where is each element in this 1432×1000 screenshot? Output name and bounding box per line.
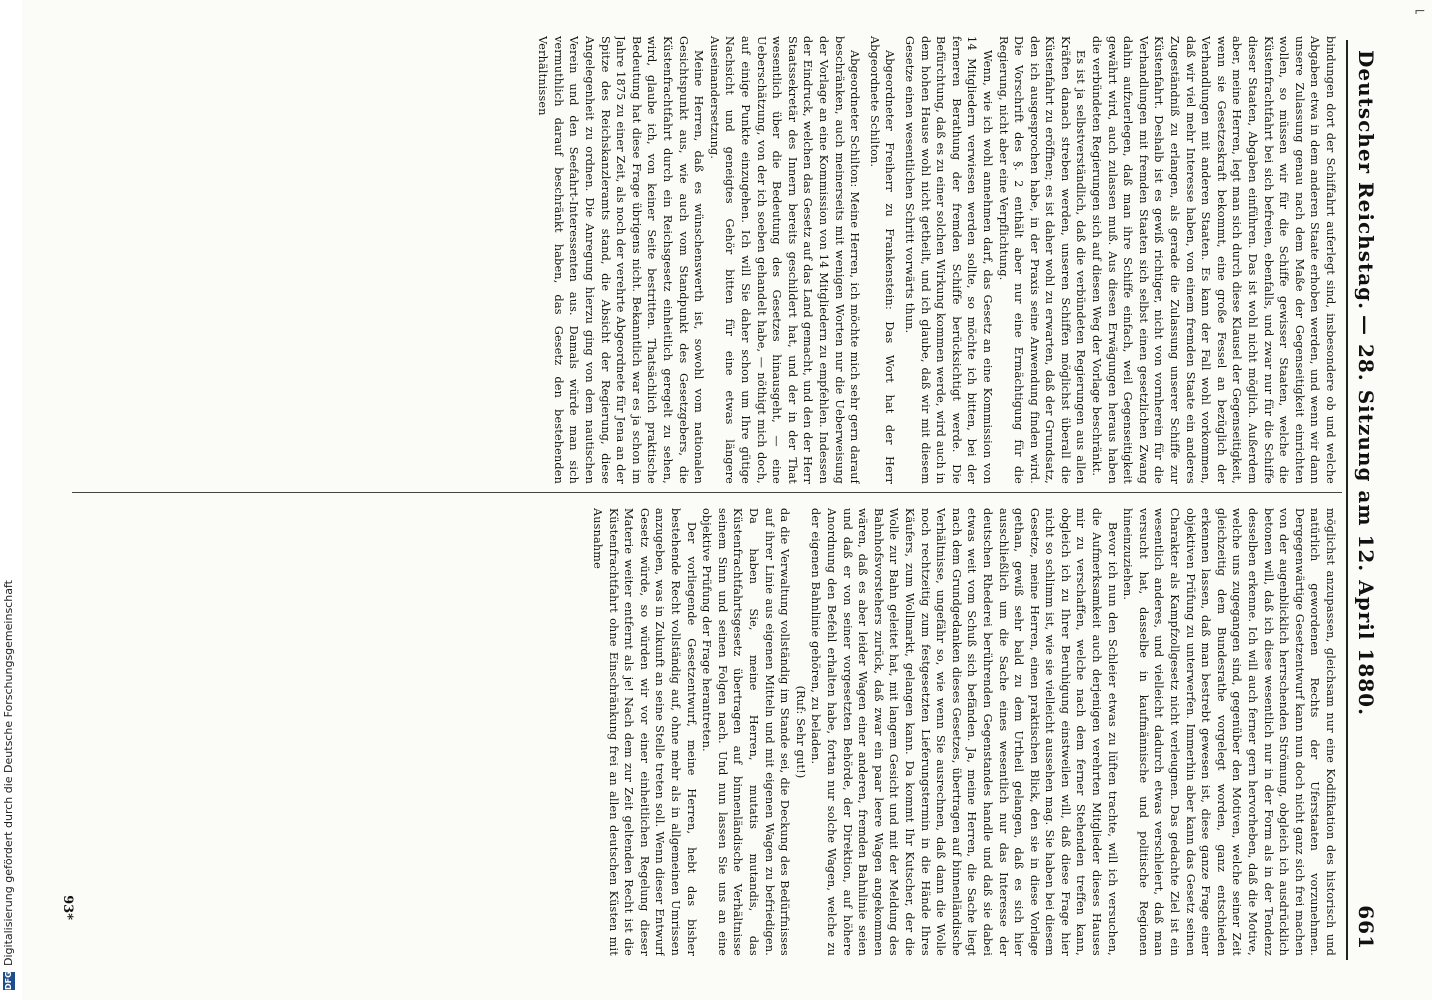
- paragraph: Wenn, wie ich wohl annehmen darf, das Gesetz an eine Kommission von 14 Mitgliedern verwiesen werden sollte, so möchte ich bitten, bei der ferneren Berathung der fremden Schiffe berücksichtigt werde. Die Befürchtung, daß es zu einer solchen Wirkung kommen werde, wird auch in dem hohen Hause wohl nicht getheilt, und ich glaube, daß wir mit diesem Gesetze einen wesentlichen Schritt vorwärts thun.: [902, 36, 994, 484]
- corner-mark-icon: ⌐: [1414, 4, 1426, 20]
- header-rule: [1346, 40, 1348, 960]
- digitization-note: [2, 10, 15, 990]
- digitization-text: Digitalisierung gefördert durch die Deutsche Forschungsgemeinschaft: [2, 580, 15, 966]
- rotated-page-content: [46, 20, 1386, 980]
- signature-mark: 93*: [60, 895, 75, 920]
- interjection: (Ruf: Sehr gut!): [793, 685, 807, 779]
- paragraph: Der vorliegende Gesetzentwurf, meine Herren, hebt das bisher bestehende Recht vollständig auf, ohne mehr als in allgemeinen Umrissen anzugeben, was in Zukunft an seine Stelle treten soll. Wenn dieser Entwurf Gesetz würde, so würden wir vor einer einheitlichen Regelung dieser Materie weiter entfernt als je! Nach dem zur Zeit geltenden Recht ist die Küstenfrachtfahrt ohne Einschränkung frei an allen deutschen Küsten mit Ausnahme: [591, 508, 698, 956]
- paragraph: bindungen dort der Schiffahrt auferlegt sind, insbesondere ob und welche Abgaben etwa in dem anderen Staate erhoben werden, und wenn wir dann unsere Zulassung genau nach dem Maße der Gegenseitigkeit einrichten wollen, so müssen wir für die Schiffe gewisser Staaten, welche die Küstenfrachtfahrt bei sich befreien, ebenfalls, und zwar nur für die Schiffe dieser Staaten, Abgaben einführen. Das ist wohl nicht möglich. Außerdem aber, meine Herren, legt man sich durch diese Klausel der Gegenseitigkeit, wenn sie Gesetzeskraft bekommt, eine große Fessel an bezüglich der Verhandlungen mit anderen Staaten. Es kann der Fall wohl vorkommen, daß wir viel mehr Interesse haben, von einem fremden Staate ein anderes Zugeständniß zu erlangen, als gerade die Zulassung unserer Schiffe zur Küstenfahrt. Deshalb ist es gewiß richtiger, nicht von vornherein für die Verhandlungen mit fremden Staaten sich selbst einen gesetzlichen Zwang dahin aufzuerlegen, daß man ihre Schiffe einfach, weil Gegenseitigkeit gewährt wird, auch zulassen muß. Aus diesen Erwägungen heraus haben die verbündeten Regierungen sich auf diesen Weg der Vorlage beschränkt.: [1090, 36, 1337, 484]
- paragraph: Bevor ich nun den Schleier etwas zu lüften trachte, will ich versuchen, die Aufmerksamkeit auch derjenigen verehrten Mitglieder dieses Hauses mir zu verschaffen, welche nach dem ferner Stehenden treffen kann, obgleich ich zu Ihrer Beruhigung einstweilen will, daß diese Frage hier nicht so schlimm ist, wie sie vielleicht aussehen mag. Sie haben bei diesem Gesetze, meine Herren, einen praktischen Blick, den sie in diese Vorlage gethan, gewiß sehr bald zu dem Urtheil gelangen, daß es sich hier ausschließlich um die Sache eines wesentlich nur das Interesse der deutschen Rhederei berührenden Gegenstandes handle und daß sie dabei etwas weit vom Schuß sich befänden. Ja, meine Herren, die Sache liegt nach dem Grundgedanken dieses Gesetzes, übertragen auf binnenländische Verhältnisse, ungefähr so, wie wenn Sie ausrechnen, daß dann die Wolle noch rechtzeitig zum festgesetzten Lieferungstermin in die Hände Ihres Käufers, zum Wollmarkt, gelangen kann. Da kommt Ihr Kutscher, der die Wolle zur Bahn geleitet hat, mit langem Gesicht und mit der Meldung des Bahnhofsvorstehers zurück, daß zwar ein paar leere Wagen angekommen wären, daß es aber leider Wagen einer anderen, fremden Bahnlinie seien und daß er von seiner vorgesetzten Behörde, der Direktion, auf höhere Anordnung den Befehl erhalten habe, fortan nur solche Wagen, welche zu der eigenen Bahnlinie gehören, zu beladen.: [809, 508, 1119, 956]
- page-number: 661: [1354, 905, 1378, 950]
- paragraph: möglichst anzupassen, gleichsam nur eine Kodifikation des historisch und natürlich gewordenen Rechts der Uferstaaten vorzunehmen. Dergegenwärtige Gesetzentwurf kann nun doch nicht ganz sich frei machen von der augenblicklich herrschenden Strömung, obgleich ich ausdrücklich betonen will, daß ich diese wesentlich nur in der Form als in der Tendenz desselben erkenne. Ich will auch ferner gern hervorheben, daß die Motive, welche uns zugegangen sind, gegenüber den Motiven, welche seiner Zeit gleichzeitig dem Bundesrathe vorgelegt worden, ganz entschieden erkennen lassen, daß man bestrebt gewesen ist, diese ganze Frage einer objektiven Prüfung zu unterwerfen. Immerhin aber kann das Gesetz seinen Charakter als Kampfzollgesetz nicht verleugnen. Das gedachte Ziel ist ein wesentlich anderes, und vielleicht dadurch etwas verschleiert, daß man versucht hat, dasselbe in kaufmännische und politische Regionen hineinzuziehen.: [1121, 508, 1337, 956]
- speaker-paragraph: Abgeordneter Freiherr zu Frankenstein: Das Wort hat der Herr Abgeordnete Schilton.: [867, 36, 897, 484]
- paragraph: Meine Herren, daß es wünschenswerth ist, sowohl vom nationalen Gesichtspunkt aus, wie auch vom Standpunkt des Gesetzgebers, die Küstenfrachtfahrt durch ein Reichsgesetz einheitlich geregelt zu sehen, wird, glaube ich, von keiner Seite bestritten. Thatsächlich praktische Bedeutung hat diese Frage übrigens nicht. Bekanntlich war es ja schon im Jahre 1875 zu einer Zeit, als noch der verehrte Abgeordnete für Jena an der Spitze des Reichskanzleramts stand, die Absicht der Regierung, diese Angelegenheit zu ordnen. Die Anregung hierzu ging von dem nautischen Verein und den Seefahrt-Interessenten aus. Damals würde man sich vermuthlich darauf beschränkt haben, das Gesetz den bestehenden Verhältnissen: [536, 36, 706, 484]
- column-divider: [72, 492, 1342, 493]
- digitization-strip: [0, 0, 22, 1000]
- right-column: [68, 508, 1338, 956]
- header-session: — 28. Sitzung am 12. April 1880.: [1354, 315, 1378, 717]
- paragraph: da die Verwaltung vollständig im Stande sei, die Deckung des Bedürfnisses auf ihrer Linie aus eigenen Mitteln und mit eigenen Wagen zu befriedigen. Da haben Sie, meine Herren, mutatis mutandis, das Küstenfrachtfahrtsgesetz übertragen auf binnenländische Verhältnisse seinem Sinn und seinen Folgen nach. Und nun lassen Sie uns an eine objektive Prüfung der Frage herantreten.: [700, 508, 792, 956]
- left-column: [68, 36, 1338, 484]
- speaker-paragraph: Abgeordneter Schilton: Meine Herren, ich möchte mich sehr gern darauf beschränken, auch meinerseits mit wenigen Worten nur die Ueberweisung der Vorlage an eine Kommission von 14 Mitgliedern zu empfehlen. Indessen der Eindruck, welchen das Gesetz auf das Land gemacht, und den der Herr Staatssekretär des Innern bereits geschildert hat, und der in der That wesentlich über die Bedeutung des Gesetzes hinausgeht, — eine Ueberschätzung, von der ich soeben gehandelt habe, — nöthigt mich doch, auf einige Punkte einzugehen. Ich will Sie daher schon um Ihre gütige Nachsicht und geneigtes Gehör bitten für eine etwas längere Auseinandersetzung.: [707, 36, 862, 484]
- paragraph: Es ist ja selbstverständlich, daß die verbündeten Regierungen aus allen Kräften danach streben werden, unseren Schiffen möglichst überall die Küstenfahrt zu eröffnen; es ist daher wohl zu erwarten, daß der Grundsatz, den ich ausgesprochen habe, in der Praxis seine Anwendung finden wird. Die Vorschrift des §. 2 enthält aber nur eine Ermächtigung für die Regierung, nicht aber eine Verpflichtung.: [996, 36, 1088, 484]
- header-title: Deutscher Reichstag.: [1354, 50, 1378, 311]
- dfg-logo-icon: DFG: [4, 971, 13, 990]
- page-header: [1346, 50, 1378, 950]
